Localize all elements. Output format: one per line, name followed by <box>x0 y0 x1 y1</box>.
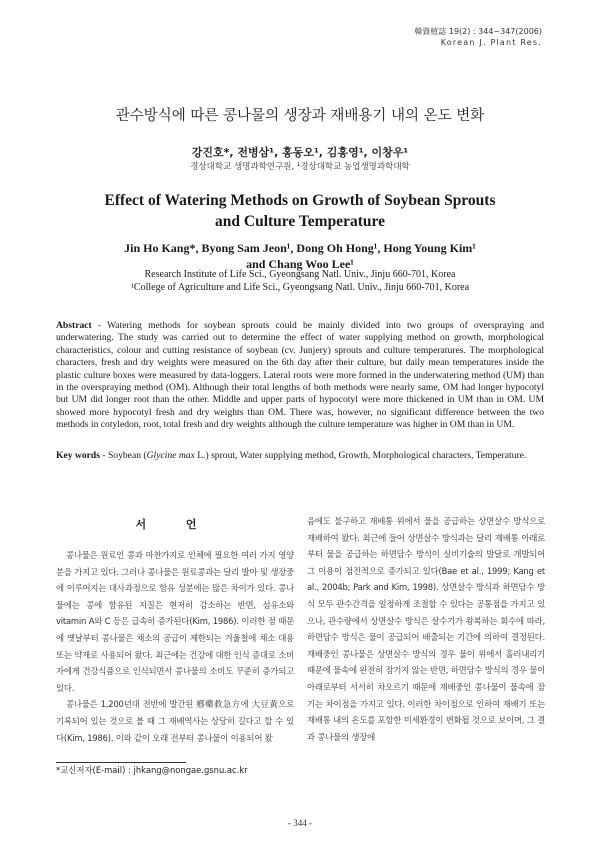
english-affiliation-line-1: Research Institute of Life Sci., Gyeongsang Natl. Univ., Jinju 660-701, Korea <box>144 269 456 280</box>
keywords <box>56 450 544 462</box>
section-heading-introduction: 서 언 <box>135 518 215 531</box>
footnote-divider <box>56 762 186 763</box>
body-paragraph: 콩나물은 원료인 콩과 마찬가지로 인체에 필요한 여러 가지 영양분을 가지고 있다. 그러나 콩나물은 원료콩과는 달리 발아 및 생장중에 이루어지는 대사과정으로 함유 성분에는 많은 차이가 있다. 콩나물에는 콩에 함유된 지질은 현저히 감소하는 반면, 섬유소와 vitamin A와 C 등은 급속히 증가된다(Kim, 1986). 이러한 점 때문에 옛날부터 콩나물은 채소의 공급이 제한되는 겨울철에 채소 대용 또는 약재로 사용되어 왔다. 최근에는 건강에 대한 인식 증대로 소비자에게 건강식품으로 인식되면서 콩나물의 소비도 꾸준히 증가되고 있다. <box>56 550 294 693</box>
abstract <box>56 320 544 432</box>
corresponding-author-footnote: *교신저자(E-mail) : jhkang@nongae.gsnu.ac.kr <box>56 765 248 775</box>
korean-authors: 강진호*, 전병삼¹, 홍동오¹, 김홍영¹, 이창우¹ <box>191 146 409 159</box>
english-title <box>0 190 600 232</box>
keywords-label: Key words <box>56 450 100 461</box>
keywords-pre: - Soybean ( <box>99 450 147 461</box>
keywords-species: Glycine max <box>146 450 195 461</box>
english-authors-line-1: Jin Ho Kang*, Byong Sam Jeon¹, Dong Oh Hong¹, Hong Young Kim¹ <box>124 241 476 255</box>
body-paragraph: 콩나물은 1,200년대 전반에 발간된 鄕藥救急方에 大豆黃으로 기록되어 있는 것으로 볼 때 그 재배역사는 상당히 길다고 할 수 있다(Kim, 1986). 이와 같이 오래 전부터 콩나물이 이용되어 왔 <box>56 699 294 743</box>
journal-volume: 韓資植誌 19(2) : 344~347(2006) <box>414 27 542 36</box>
korean-affiliation: 경상대학교 생명과학연구원, ¹경상대학교 농업생명과학대학 <box>190 162 410 172</box>
body-right-column <box>307 513 545 745</box>
english-title-line-2: and Culture Temperature <box>215 213 385 230</box>
abstract-label: Abstract <box>56 320 92 331</box>
page-number: - 344 - <box>288 818 312 828</box>
journal-citation <box>414 26 542 48</box>
korean-title: 관수방식에 따른 콩나물의 생장과 재배용기 내의 온도 변화 <box>115 108 485 124</box>
body-paragraph: 음에도 불구하고 재배통 위에서 물을 공급하는 상면살수 방식으로 재배하여 왔다. 최근에 들어 상면살수 방식과는 달리 재배통 아래로부터 물을 공급하는 하면담수 방식이 실비기술의 발달로 개발되어 그 이용이 점진적으로 증가되고 있다(Bae et al., 1999; Kang et al., 2004b; Park and Kim, 1998). 상면살수 방식과 하면담수 방식 모두 관수간격을 일정하게 조절할 수 있다는 공통점을 가지고 있으나, 관수량에서 상면살수 방식은 살수기가 왕복하는 회수에 따라, 하면담수 방식은 물이 공급되어 배출되는 기간에 의하여 결정된다. 재배중인 콩나물은 상면살수 방식의 경우 물이 위에서 흘러내리기 때문에 물속에 완전히 잠기지 않는 반면, 하면담수 방식의 경우 물이 아래로부터 서서히 차오르기 때문에 재배중인 콩나물이 물속에 잠기는 차이점을 가지고 있다. 이러한 차이점으로 인하여 재배기 또는 재배통 내의 온도를 포함한 미세환경이 변화될 것으로 보이며, 그 결과 콩나물의 생장에 <box>307 516 545 742</box>
journal-name: Korean J. Plant Res. <box>440 38 542 47</box>
english-affiliation <box>0 268 600 294</box>
keywords-post: L.) sprout, Water supplying method, Growth, Morphological characters, Temperature. <box>194 450 527 461</box>
abstract-text: - Watering methods for soybean sprouts could be mainly divided into two groups of overspraying and underwatering. The study was carried out to determine the effect of water supplying method on growth, morphological characteristics, colour and cutting resistance of soybean (cv. Junjery) sprouts and culture temperatures. The morphological characters, fresh and dry weights were measured on the 6th day after their culture, but daily mean temperatures inside the plastic culture boxes were measured by data-loggers. Lateral roots were more formed in the underwatering method (UM) than in the overspraying method (OM). Although their total lengths of both methods were nearly same, OM had longer hypocotyl but UM did longer root than the other. Middle and upper parts of hypocotyl were more thickened in UM than in OM. UM showed more hypocotyl fresh and dry weights than OM. There was, however, no significant difference between the two methods in cotyledon, root, total fresh and dry weights although the culture temperature was higher in OM than in UM. <box>56 320 544 431</box>
english-affiliation-line-2: ¹College of Agriculture and Life Sci., Gyeongsang Natl. Univ., Jinju 660-701, Korea <box>130 282 470 293</box>
body-left-column <box>56 547 294 746</box>
english-authors-line-2: and Chang Woo Lee¹ <box>246 257 354 271</box>
english-title-line-1: Effect of Watering Methods on Growth of Soybean Sprouts <box>104 192 496 209</box>
